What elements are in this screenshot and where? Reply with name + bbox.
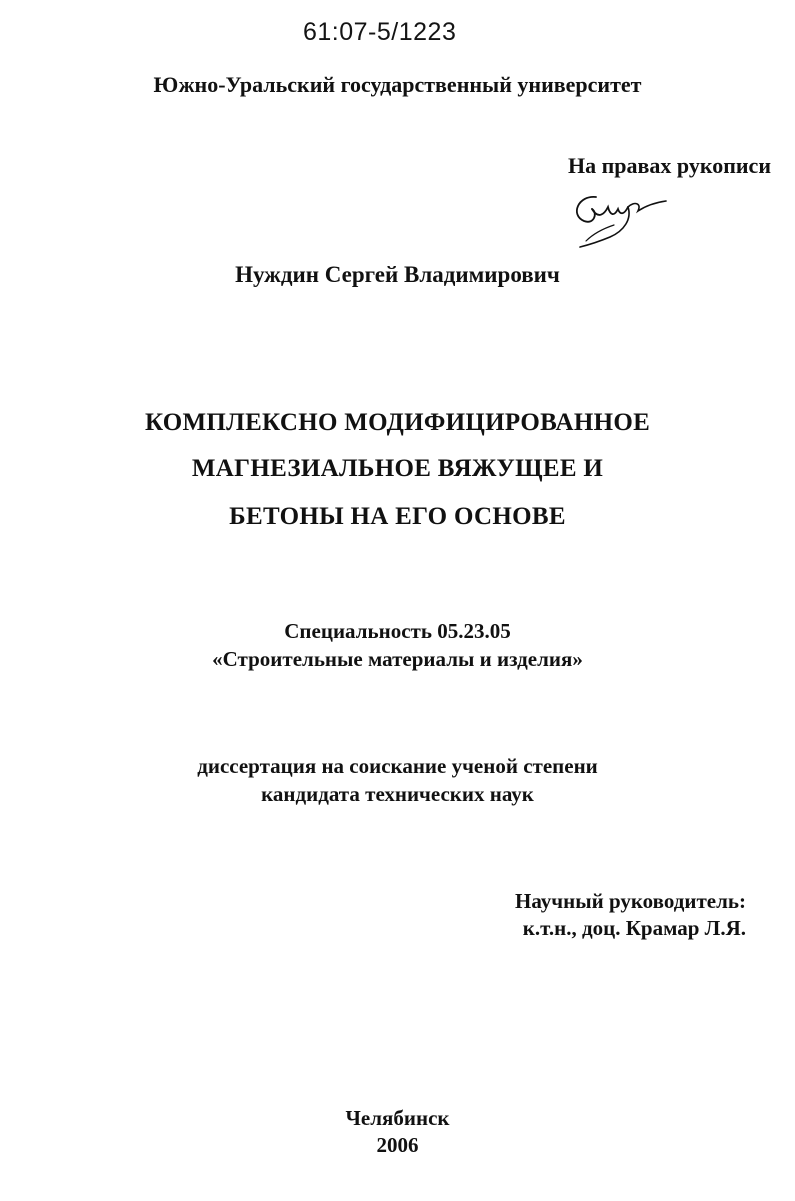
- degree-name: кандидата технических наук: [261, 782, 534, 806]
- signature-stroke: [592, 207, 628, 215]
- year: 2006: [376, 1133, 419, 1157]
- manuscript-rights-note: На правах рукописи: [567, 153, 771, 178]
- signature-stroke: [628, 201, 666, 211]
- supervisor-name: к.т.н., доц. Крамар Л.Я.: [522, 916, 746, 940]
- specialty-name: «Строительные материалы и изделия»: [212, 647, 583, 671]
- degree-statement: диссертация на соискание ученой степени: [197, 754, 598, 778]
- author-name: Нуждин Сергей Владимирович: [235, 262, 560, 287]
- dissertation-title-line-3: БЕТОНЫ НА ЕГО ОСНОВЕ: [229, 503, 566, 530]
- city: Челябинск: [345, 1106, 450, 1130]
- dissertation-title-line-2: МАГНЕЗИАЛЬНОЕ ВЯЖУЩЕЕ И: [191, 455, 604, 482]
- specialty-code: Специальность 05.23.05: [284, 619, 511, 643]
- library-code: 61:07-5/1223: [303, 18, 457, 46]
- university-name: Южно-Уральский государственный университет: [153, 72, 642, 97]
- dissertation-title-line-1: КОМПЛЕКСНО МОДИФИЦИРОВАННОЕ: [144, 409, 651, 436]
- signature-stroke: [586, 225, 614, 241]
- supervisor-label: Научный руководитель:: [515, 889, 746, 913]
- author-signature: [558, 185, 678, 250]
